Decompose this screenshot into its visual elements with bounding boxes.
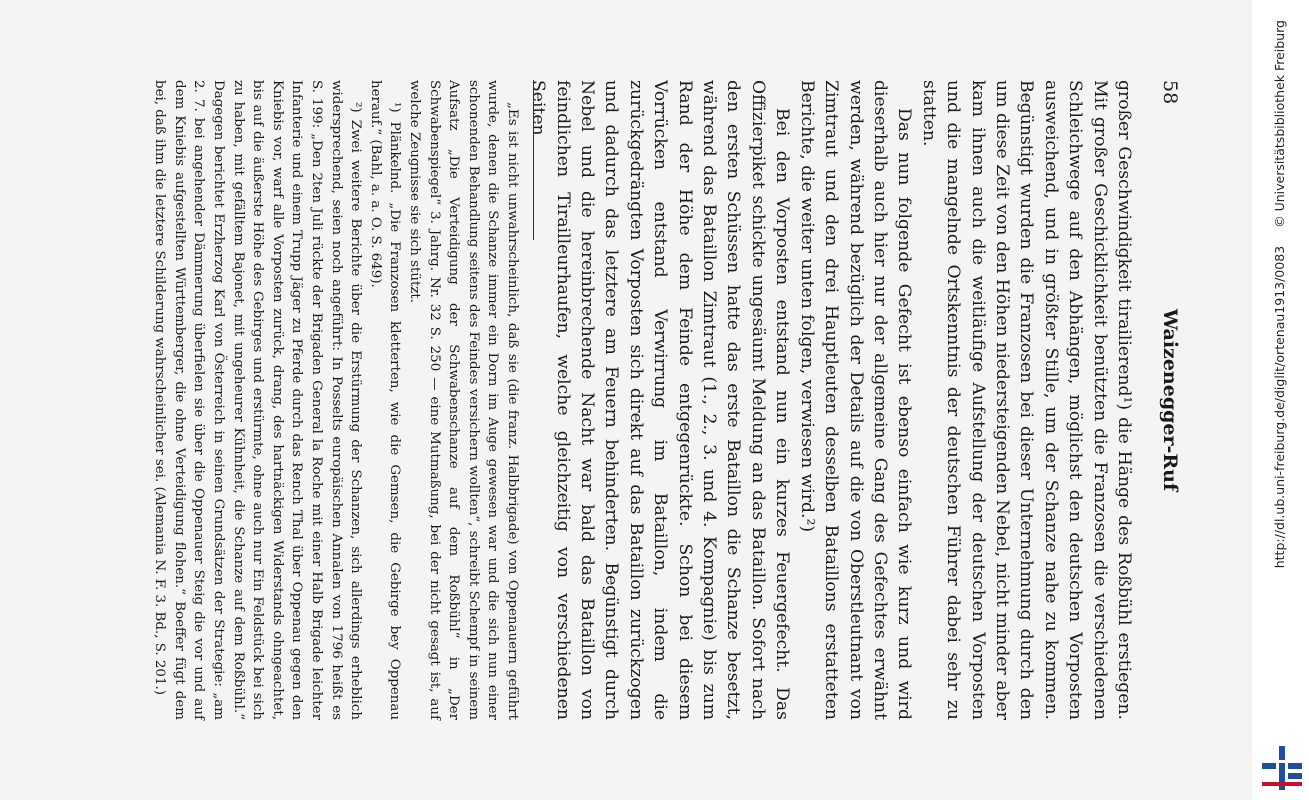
body-paragraph: großer Geschwindigkeit tirailierend¹) die Hänge des Roßbühl erstiegen. Mit großer Geschicklichkeit benützten die Franzosen die verschiedenen Schleichwege auf den Abhängen, möglichst den deutschen Vorposten ausweichend, und in größter Stille, um der Schanze nahe zu kommen. Begünstigt wurden die Franzosen bei dieser Unternehmung durch den um diese Zeit von den Höhen niedersteigenden Nebel, nicht minder aber kam ihnen auch die weitläufige Aufstellung der deutschen Vorposten und die mangelnde Ortskenntnis der deutschen Führer dabei sehr zu statten. bbox=[918, 80, 1134, 720]
logo-bar-top bbox=[1279, 746, 1285, 760]
logo-bar-right bbox=[1288, 763, 1302, 769]
page-header bbox=[1151, 80, 1181, 720]
footnote: „Es ist nicht unwahrscheinlich, daß sie (die franz. Halbbrigade) von Oppenauern geführt wurde, denen die Schanze immer ein Dorn im Auge gewesen war und die sich nun einer schonenden Behandlung seitens des Feindes versichern wollten“, schreibt Schempf in seinem Aufsatz „Die Verteidigung der Schwabenschanze auf dem Roßbühl“ in „Der Schwabenspiegel“ 3. Jahrg. Nr. 32 S. 250 — eine Mutmaßung, bei der nicht gesagt ist, auf welche Zeugnisse sie sich stützt. bbox=[407, 80, 520, 720]
logo-bar-left bbox=[1262, 763, 1276, 769]
footnotes bbox=[150, 80, 522, 720]
page-number: 58 bbox=[1159, 80, 1181, 105]
body-paragraph: Das nun folgende Gefecht ist ebenso einfach wie kurz und wird dieserhalb auch hier nur der allgemeine Gang des Gefechtes erwähnt werden, während bezüglich der Details auf die von Oberstleutnant von Zimtraut und den drei Hauptleuten desselben Bataillons erstatteten Berichte, die weiter unten folgen, verwiesen wird.²) bbox=[796, 80, 915, 720]
logo-bar-bottom bbox=[1262, 782, 1302, 786]
logo-bar-lower bbox=[1288, 773, 1302, 779]
footnote-divider bbox=[533, 80, 534, 240]
citation-text bbox=[1272, 20, 1288, 780]
footnote: ²) Zwei weitere Berichte über die Erstürmung der Schanzen, sich allerdings erheblich widersprechend, seien noch angeführt: In Posselts europäischen Annalen von 1796 heißt es S. 199: „Den 2ten Juli rückte der Brigaden General la Roche mit einer Halb Brigade leichter Infanterie und einem Trupp Jäger zu Pferde durch das Rench Thal über Oppenau gegen den Kniebis vor, warf alle Vorposten zurück, drang, des hartnäckigen Widerstands ohngeachtet, bis auf die äußerste Höhe des Gebirges und erstürmte, ohne auch nur Ein Feldstück bei sich zu haben, mit gefälltem Bajonet, mit ungeheurer Kühnheit, die Schanze auf dem Roßbühl.“ Dagegen berichtet Erzherzog Karl von Österreich in seinen Grundsätzen der Strategie: „am 2. 7. bei angehender Dämmerung überfielen sie über die Oppenauer Steig die vor und auf dem Kniebis aufgestellten Württemberger, die ohne Verteidigung flohen.“ Boeffer fügt dem bei, daß ihm die letztere Schilderung wahrscheinlicher sei. (Alemania N. F. 3. Bd., S. 201.) bbox=[152, 80, 364, 720]
running-head: Waizenegger-Ruf bbox=[1159, 308, 1181, 492]
permalink-url[interactable]: http://dl.ub.uni-freiburg.de/diglit/ortenau1913/0083 bbox=[1272, 245, 1287, 569]
body-paragraph: Bei den Vorposten entstand nun ein kurzes Feuergefecht. Das Offizierpiket schickte ungesäumt Meldung an das Bataillon. Sofort nach den ersten Schüssen hatte das erste Bataillon die Schanze besetzt, während das Bataillon Zimtraut (1., 2., 3. und 4. Kompagnie) bis zum Rand der Höhe dem Feinde entgegenrückte. Schon bei diesem Vorrücken entstand Verwirrung im Bataillon, indem die zurückgedrängten Vorposten sich direkt auf das Bataillon zurückzogen und dadurch das letztere am Feuern behinderten. Begünstigt durch Nebel und die hereinbrechende Nacht war bald das Bataillon von feindlichen Tirailleurhaufen, welche gleichzeitig von verschiedenen Seiten bbox=[528, 80, 793, 720]
footnote: ¹) Plänkelnd. „Die Franzosen kletterten, wie die Gemsen, die Gebirge bey Oppenau herauf.“ (Bahl, a. a. O. S. 649). bbox=[367, 80, 403, 720]
body-text bbox=[526, 80, 1136, 720]
sidebar-citation bbox=[1252, 0, 1309, 800]
rotated-book-page bbox=[36, 20, 1216, 780]
ub-freiburg-logo-icon bbox=[1262, 746, 1302, 790]
copyright-notice: © Universitätsbibliothek Freiburg bbox=[1272, 20, 1287, 228]
